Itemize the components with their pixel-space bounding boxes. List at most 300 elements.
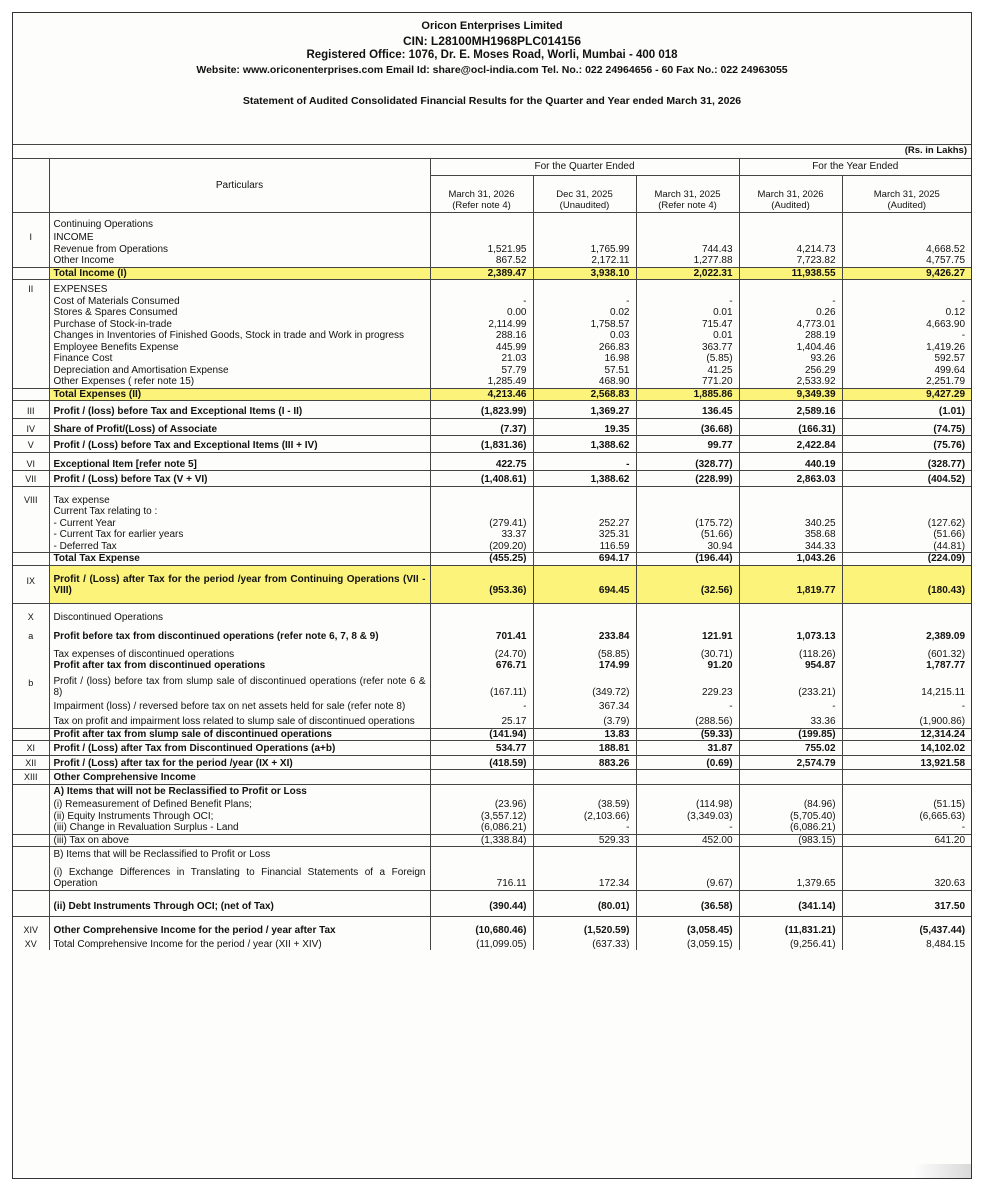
cell-value: (6,665.63) xyxy=(919,810,966,822)
cell-value xyxy=(739,212,842,230)
table-row xyxy=(13,741,971,756)
cell-value: (2,103.66) xyxy=(533,811,636,823)
cell-value: - xyxy=(739,699,842,713)
cell-value: 0.26 xyxy=(739,307,842,319)
table-row xyxy=(13,244,971,256)
row-label: Tax expenses of discontinued operations xyxy=(49,643,430,661)
cell-value: 256.29 xyxy=(739,365,842,377)
cell-value: 288.19 xyxy=(739,330,842,342)
cell-value: (349.72) xyxy=(533,672,636,699)
row-number xyxy=(13,890,49,917)
cell-value: 25.17 xyxy=(430,712,533,728)
row-label: - Current Tax for earlier years xyxy=(49,529,430,541)
cell-value: 288.16 xyxy=(430,330,533,342)
financial-results-table xyxy=(13,159,971,950)
table-row xyxy=(13,660,971,672)
col-q3-date: March 31, 2025 xyxy=(654,188,721,200)
cell-value xyxy=(430,280,533,296)
row-number xyxy=(13,541,49,553)
cell-value: 0.00 xyxy=(430,307,533,319)
cell-value: 2,574.79 xyxy=(739,755,842,770)
row-label: B) Items that will be Reclassified to Profit or Loss xyxy=(49,847,430,861)
cell-value: (118.26) xyxy=(739,643,842,661)
cell-value: 344.33 xyxy=(739,541,842,553)
table-row xyxy=(13,728,971,741)
cell-value: 266.83 xyxy=(533,342,636,354)
table-row xyxy=(13,937,971,951)
contact-line: Website: www.oriconenterprises.com Email Id: share@ocl-india.com Tel. No.: 022 24964656 - 60 Fax No.: 022 24963055 xyxy=(196,63,788,76)
col-y2-date: March 31, 2025 xyxy=(873,188,940,200)
cell-value: 1,419.26 xyxy=(926,341,966,353)
cell-value xyxy=(636,770,739,785)
col-q1-note: (Refer note 4) xyxy=(452,200,511,211)
cell-value xyxy=(636,230,739,244)
cell-value: 592.57 xyxy=(934,353,966,364)
table-row xyxy=(13,672,971,699)
cell-value: (30.71) xyxy=(636,643,739,661)
row-number: II xyxy=(13,280,49,296)
row-label: Profit / (loss) before tax from slump sale of discontinued operations (refer note 6 & 8) xyxy=(49,672,430,699)
cell-value: 2,114.99 xyxy=(430,319,533,331)
cell-value: - xyxy=(430,699,533,713)
row-label: Profit / (Loss) after tax for the period /year (IX + XI) xyxy=(49,755,430,770)
row-number xyxy=(13,712,49,728)
cell-value: 1,521.95 xyxy=(430,244,533,256)
row-number: III xyxy=(13,401,49,419)
col-q1-date: March 31, 2026 xyxy=(448,188,515,200)
cell-value: 41.25 xyxy=(636,365,739,377)
cell-value: 0.02 xyxy=(533,307,636,319)
table-row xyxy=(13,319,971,331)
cell-value: 676.71 xyxy=(430,660,533,672)
table-row xyxy=(13,623,971,643)
cell-value: 701.41 xyxy=(430,623,533,643)
table-row xyxy=(13,755,971,770)
cell-value: 534.77 xyxy=(430,741,533,756)
cell-value xyxy=(842,784,971,797)
table-row xyxy=(13,822,971,834)
cell-value xyxy=(842,506,971,518)
cell-value: (404.52) xyxy=(842,471,971,487)
table-row xyxy=(13,541,971,553)
cell-value: 1,819.77 xyxy=(739,565,842,603)
cell-value: 1,285.49 xyxy=(430,376,533,388)
cell-value: (1,900.86) xyxy=(919,716,966,727)
cell-value: (36.68) xyxy=(636,418,739,436)
cell-value: 4,668.52 xyxy=(926,243,966,255)
row-label: Profit after tax from discontinued operations xyxy=(49,660,430,672)
cell-value xyxy=(533,770,636,785)
cell-value xyxy=(533,230,636,244)
table-row xyxy=(13,330,971,342)
row-label: (i) Remeasurement of Defined Benefit Plans; xyxy=(49,797,430,811)
cell-value: (1.01) xyxy=(842,401,971,419)
cell-value: 233.84 xyxy=(533,623,636,643)
cell-value: (3,557.12) xyxy=(430,811,533,823)
cell-value: (5,437.44) xyxy=(842,917,971,937)
cell-value: 4,773.01 xyxy=(739,319,842,331)
cell-value: (1,338.84) xyxy=(430,834,533,847)
cell-value: (10,680.46) xyxy=(430,917,533,937)
cell-value xyxy=(842,847,971,861)
cell-value: (1,408.61) xyxy=(430,471,533,487)
cell-value: 0.01 xyxy=(636,307,739,319)
table-row xyxy=(13,418,971,436)
row-number: XIV xyxy=(13,917,49,937)
cell-value: 2,568.83 xyxy=(533,388,636,401)
cell-value: 30.94 xyxy=(636,541,739,553)
cell-value: 33.37 xyxy=(430,529,533,541)
cell-value: 2,022.31 xyxy=(636,267,739,280)
row-number xyxy=(13,353,49,365)
cell-value: 2,389.47 xyxy=(430,267,533,280)
cell-value: 4,214.73 xyxy=(739,244,842,256)
cell-value xyxy=(842,280,971,296)
cell-value: 325.31 xyxy=(533,529,636,541)
row-number xyxy=(13,834,49,847)
row-label: Total Tax Expense xyxy=(49,553,430,566)
cell-value: 452.00 xyxy=(636,834,739,847)
cell-value: 14,102.02 xyxy=(842,741,971,756)
cell-value: (209.20) xyxy=(430,541,533,553)
col-y1-date: March 31, 2026 xyxy=(757,188,824,200)
cell-value: (84.96) xyxy=(739,797,842,811)
row-number: VIII xyxy=(13,486,49,506)
cell-value: 1,073.13 xyxy=(739,623,842,643)
cell-value: 116.59 xyxy=(533,541,636,553)
cell-value: 13.83 xyxy=(533,728,636,741)
cell-value: 2,172.11 xyxy=(533,255,636,267)
row-label: A) Items that will not be Reclassified to Profit or Loss xyxy=(49,784,430,797)
units-label: (Rs. in Lakhs) xyxy=(904,145,967,156)
cell-value: (51.66) xyxy=(636,529,739,541)
row-number: I xyxy=(13,230,49,244)
row-label: Changes in Inventories of Finished Goods, Stock in trade and Work in progress xyxy=(49,330,430,342)
row-number xyxy=(13,822,49,834)
row-number xyxy=(13,728,49,741)
cell-value: 1,379.65 xyxy=(739,861,842,891)
table-row xyxy=(13,388,971,401)
row-label: Purchase of Stock-in-trade xyxy=(49,319,430,331)
cell-value xyxy=(430,212,533,230)
row-number xyxy=(13,307,49,319)
cell-value xyxy=(533,212,636,230)
cell-value: (233.21) xyxy=(739,672,842,699)
table-row xyxy=(13,255,971,267)
row-label: Finance Cost xyxy=(49,353,430,365)
row-number: XV xyxy=(13,937,49,951)
row-label: Share of Profit/(Loss) of Associate xyxy=(49,418,430,436)
row-label: Stores & Spares Consumed xyxy=(49,307,430,319)
cell-value: 4,663.90 xyxy=(926,318,966,330)
row-label: Profit / (Loss) after Tax from Discontinued Operations (a+b) xyxy=(49,741,430,756)
row-number xyxy=(13,255,49,267)
row-label: Total Income (I) xyxy=(49,267,430,280)
table-row xyxy=(13,307,971,319)
cell-value: (58.85) xyxy=(533,643,636,661)
cell-value: (32.56) xyxy=(636,565,739,603)
cell-value xyxy=(533,486,636,506)
cell-value: 8,484.15 xyxy=(926,938,966,950)
table-row xyxy=(13,518,971,530)
cell-value xyxy=(533,603,636,623)
cell-value: (9.67) xyxy=(636,861,739,891)
cell-value: 1,885.86 xyxy=(636,388,739,401)
cell-value: 99.77 xyxy=(636,436,739,453)
cell-value xyxy=(739,506,842,518)
cell-value: 9,426.27 xyxy=(842,267,971,280)
table-row xyxy=(13,401,971,419)
cell-value: 440.19 xyxy=(739,452,842,471)
table-row xyxy=(13,797,971,811)
table-row xyxy=(13,280,971,296)
row-label: Current Tax relating to : xyxy=(49,506,430,518)
cell-value xyxy=(739,486,842,506)
row-number xyxy=(13,244,49,256)
cell-value: 340.25 xyxy=(739,518,842,530)
cell-value: 188.81 xyxy=(533,741,636,756)
row-label: Cost of Materials Consumed xyxy=(49,296,430,308)
cell-value xyxy=(636,784,739,797)
cell-value: 771.20 xyxy=(636,376,739,388)
cell-value: 57.51 xyxy=(533,365,636,377)
table-row xyxy=(13,699,971,713)
cell-value: 317.50 xyxy=(842,890,971,917)
cell-value: 91.20 xyxy=(636,660,739,672)
table-row xyxy=(13,529,971,541)
row-label: Exceptional Item [refer note 5] xyxy=(49,452,430,471)
cell-value: 1,388.62 xyxy=(533,471,636,487)
row-number: V xyxy=(13,436,49,453)
cell-value: 0.01 xyxy=(636,330,739,342)
cell-value: - xyxy=(533,296,636,308)
cell-value xyxy=(842,603,971,623)
cell-value: (1,831.36) xyxy=(430,436,533,453)
row-number xyxy=(13,319,49,331)
cell-value: (228.99) xyxy=(636,471,739,487)
table-row xyxy=(13,770,971,785)
row-label: INCOME xyxy=(49,230,430,244)
page-curl xyxy=(911,1164,971,1178)
cell-value: 2,589.16 xyxy=(739,401,842,419)
cell-value: 0.03 xyxy=(533,330,636,342)
col-y2-note: (Audited) xyxy=(887,200,927,211)
table-row xyxy=(13,643,971,661)
cell-value: 19.35 xyxy=(533,418,636,436)
cell-value: (328.77) xyxy=(636,452,739,471)
table-row xyxy=(13,847,971,861)
table-row xyxy=(13,603,971,623)
cell-value: - xyxy=(961,822,966,833)
cell-value: (637.33) xyxy=(533,937,636,951)
row-label: (iii) Tax on above xyxy=(49,834,430,847)
cell-value xyxy=(842,770,971,785)
cell-value xyxy=(739,847,842,861)
cell-value: 499.64 xyxy=(934,364,966,376)
cell-value: 252.27 xyxy=(533,518,636,530)
cell-value: (80.01) xyxy=(533,890,636,917)
col-q1-header xyxy=(430,175,533,212)
cell-value: 229.23 xyxy=(636,672,739,699)
statement-sheet xyxy=(12,12,972,1179)
cell-value: (11,099.05) xyxy=(430,937,533,951)
particulars-header: Particulars xyxy=(49,159,430,212)
cell-value xyxy=(430,486,533,506)
cell-value: (11,831.21) xyxy=(739,917,842,937)
cell-value: (9,256.41) xyxy=(739,937,842,951)
cell-value xyxy=(533,506,636,518)
table-row xyxy=(13,452,971,471)
cell-value: 363.77 xyxy=(636,342,739,354)
col-y1-header xyxy=(739,175,842,212)
row-number xyxy=(13,506,49,518)
row-label: Profit / (Loss) after Tax for the period /year from Continuing Operations (VII - VIII) xyxy=(49,565,430,603)
row-label: (ii) Equity Instruments Through OCI; xyxy=(49,811,430,823)
cell-value xyxy=(636,212,739,230)
col-q3-header xyxy=(636,175,739,212)
row-label: (iii) Change in Revaluation Surplus - Land xyxy=(49,822,430,834)
cell-value: (36.58) xyxy=(636,890,739,917)
table-row xyxy=(13,342,971,354)
row-label: Profit after tax from slump sale of discontinued operations xyxy=(49,728,430,741)
cell-value: 954.87 xyxy=(739,660,842,672)
cell-value: 174.99 xyxy=(533,660,636,672)
cell-value: 1,369.27 xyxy=(533,401,636,419)
row-number xyxy=(13,797,49,811)
row-number xyxy=(13,212,49,230)
row-number xyxy=(13,388,49,401)
cell-value xyxy=(739,603,842,623)
cell-value: (199.85) xyxy=(739,728,842,741)
cell-value: 11,938.55 xyxy=(739,267,842,280)
table-row xyxy=(13,486,971,506)
row-number: XI xyxy=(13,741,49,756)
col-y1-note: (Audited) xyxy=(771,200,810,211)
row-label: Profit / (Loss) before Tax and Exceptional Items (III + IV) xyxy=(49,436,430,453)
row-number xyxy=(13,784,49,797)
row-number: XIII xyxy=(13,770,49,785)
cell-value: 4,213.46 xyxy=(430,388,533,401)
cell-value: (953.36) xyxy=(430,565,533,603)
cell-value xyxy=(533,280,636,296)
cell-value: (279.41) xyxy=(430,518,533,530)
cin-number: CIN: L28100MH1968PLC014156 xyxy=(402,33,582,48)
table-row xyxy=(13,353,971,365)
cell-value: (418.59) xyxy=(430,755,533,770)
cell-value: 694.17 xyxy=(533,553,636,566)
cell-value: 93.26 xyxy=(739,353,842,365)
row-number: b xyxy=(13,672,49,699)
table-row xyxy=(13,376,971,388)
cell-value: (127.62) xyxy=(927,517,966,529)
row-label: Profit before tax from discontinued operations (refer note 6, 7, 8 & 9) xyxy=(49,623,430,643)
cell-value: 1,404.46 xyxy=(739,342,842,354)
cell-value: 121.91 xyxy=(636,623,739,643)
row-label: Other Comprehensive Income for the period / year after Tax xyxy=(49,917,430,937)
header-divider xyxy=(13,144,971,145)
row-label: Discontinued Operations xyxy=(49,603,430,623)
cell-value: 12,314.24 xyxy=(842,728,971,741)
cell-value: (51.15) xyxy=(933,799,966,810)
row-number xyxy=(13,811,49,823)
row-number: IX xyxy=(13,565,49,603)
cell-value: (74.75) xyxy=(842,418,971,436)
cell-value: 9,427.29 xyxy=(842,388,971,401)
quarter-ended-header: For the Quarter Ended xyxy=(430,159,739,175)
cell-value: - xyxy=(739,296,842,308)
cell-value: 2,389.09 xyxy=(926,631,966,642)
row-label: - Current Year xyxy=(49,518,430,530)
cell-value: 9,349.39 xyxy=(739,388,842,401)
row-label: Employee Benefits Expense xyxy=(49,342,430,354)
cell-value: (5,705.40) xyxy=(739,811,842,823)
row-number xyxy=(13,643,49,661)
table-row xyxy=(13,890,971,917)
cell-value: (24.70) xyxy=(430,643,533,661)
cell-value: - xyxy=(533,822,636,834)
cell-value xyxy=(636,280,739,296)
cell-value: 716.11 xyxy=(430,861,533,891)
row-number xyxy=(13,553,49,566)
cell-value: 744.43 xyxy=(636,244,739,256)
cell-value: (38.59) xyxy=(533,797,636,811)
cell-value: (6,086.21) xyxy=(739,822,842,834)
table-row xyxy=(13,296,971,308)
company-name: Oricon Enterprises Limited xyxy=(421,20,563,32)
registered-office: Registered Office: 1076, Dr. E. Moses Road, Worli, Mumbai - 400 018 xyxy=(306,49,678,61)
cell-value: 2,422.84 xyxy=(739,436,842,453)
table-row xyxy=(13,861,971,891)
table-row xyxy=(13,436,971,453)
cell-value: 1,388.62 xyxy=(533,436,636,453)
cell-value: (167.11) xyxy=(430,672,533,699)
table-row xyxy=(13,471,971,487)
cell-value xyxy=(842,212,971,230)
cell-value: 0.12 xyxy=(945,307,966,318)
cell-value: 358.68 xyxy=(739,529,842,541)
statement-title: Statement of Audited Consolidated Financial Results for the Quarter and Year ended March 31, 2026 xyxy=(242,95,742,107)
cell-value: 2,533.92 xyxy=(739,376,842,388)
cell-value: 31.87 xyxy=(636,741,739,756)
cell-value: 641.20 xyxy=(842,834,971,847)
row-number xyxy=(13,699,49,713)
row-number xyxy=(13,660,49,672)
cell-value: 33.36 xyxy=(739,712,842,728)
cell-value xyxy=(636,603,739,623)
row-number: X xyxy=(13,603,49,623)
cell-value xyxy=(842,230,971,244)
row-number xyxy=(13,342,49,354)
cell-value: 529.33 xyxy=(533,834,636,847)
cell-value: 1,277.88 xyxy=(636,255,739,267)
cell-value xyxy=(636,506,739,518)
table-row xyxy=(13,506,971,518)
cell-value: (3,058.45) xyxy=(636,917,739,937)
row-label: Tax expense xyxy=(49,486,430,506)
cell-value: 2,863.03 xyxy=(739,471,842,487)
row-label: Impairment (loss) / reversed before tax on net assets held for sale (refer note 8) xyxy=(49,699,430,713)
cell-value: 136.45 xyxy=(636,401,739,419)
cell-value: (3,349.03) xyxy=(636,811,739,823)
cell-value: - xyxy=(636,822,739,834)
row-number xyxy=(13,376,49,388)
row-label: Other Income xyxy=(49,255,430,267)
cell-value: - xyxy=(636,699,739,713)
cell-value xyxy=(430,603,533,623)
cell-value xyxy=(533,847,636,861)
cell-value: (601.32) xyxy=(927,648,966,660)
cell-value: - xyxy=(533,452,636,471)
